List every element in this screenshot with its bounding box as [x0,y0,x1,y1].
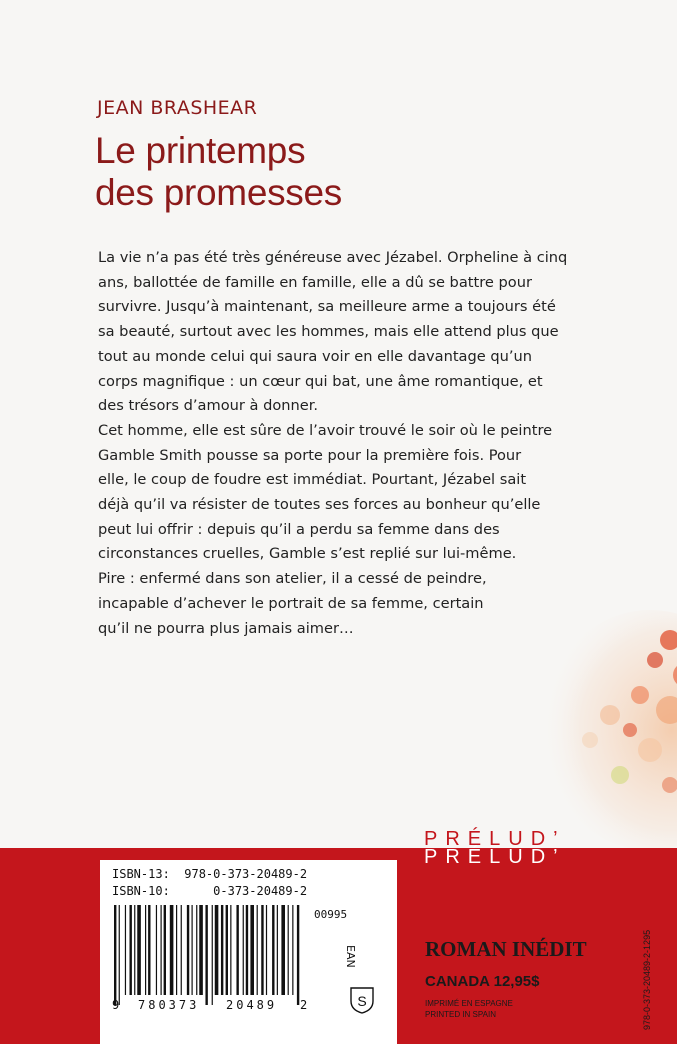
barcode-bar [176,905,177,995]
barcode-bar [212,905,213,1005]
barcode-bar [199,905,203,995]
barcode-bar [272,905,274,995]
barcode-bar [236,905,238,995]
printed-line: IMPRIMÉ EN ESPAGNE [425,999,513,1008]
barcode-bar [266,905,267,995]
barcode-bar [137,905,141,995]
barcode-digits-right: 20489 [226,998,278,1012]
barcode-bar [145,905,146,995]
barcode-bar [148,905,150,995]
barcode-bar [246,905,248,995]
blurb-line: Pire : enfermé dans son atelier, il a cessé de peindre, [98,570,487,588]
barcode-bar [277,905,278,995]
blurb-line: corps magnifique : un cœur qui bat, une âme romantique, et [98,372,543,390]
barcode-bar [134,905,135,995]
barcode-bar [181,905,182,995]
barcode-bar [215,905,219,995]
barcode-bar [161,905,162,995]
title-line: des promesses [95,172,342,213]
barcode-bar [226,905,228,995]
roman-inedit: ROMAN INÉDIT [425,937,587,961]
blurb-line: déjà qu’il va résister de toutes ses forces au bonheur qu’elle [98,496,541,514]
barcode-bar [192,905,193,995]
blurb-line: Cet homme, elle est sûre de l’avoir trouvé le soir où le peintre [98,421,553,439]
barcode-bar [292,905,293,995]
barcode-bar [187,905,189,995]
isbn13-value: 978-0-373-20489-2 [184,867,308,881]
shield-letter: S [357,993,367,1009]
barcode-digit-first: 9 [112,998,120,1012]
blurb-line: sa beauté, surtout avec les hommes, mais elle attend plus que [98,323,559,341]
barcode-bar [230,905,231,995]
barcode-bar [243,905,244,995]
isbn10-label: ISBN-10: [112,884,170,898]
barcode-bar [205,905,207,1005]
blurb-line: La vie n’a pas été très généreuse avec Jézabel. Orpheline à cinq [98,249,568,266]
barcode-bar [114,905,116,1005]
prelud-logo [424,830,566,866]
printed-line: PRINTED IN SPAIN [425,1010,496,1019]
blurb-line: circonstances cruelles, Gamble s’est replié sur lui-même. [98,545,517,563]
blurb-line: peut lui offrir : depuis qu’il a perdu sa femme dans des [98,520,500,538]
barcode-digits-left: 780373 [138,998,200,1012]
shield-icon [348,985,376,1015]
barcode-bar [221,905,223,995]
blurb-line: incapable d’achever le portrait de sa femme, certain [98,594,484,612]
blurb-line: tout au monde celui qui saura voir en elle davantage qu’un [98,347,533,365]
barcode-bar [281,905,285,995]
barcode-bar [164,905,166,995]
blurb-line: ans, ballottée de famille en famille, elle a dû se battre pour [98,273,532,291]
barcode-bar [130,905,132,995]
author-name: JEAN BRASHEAR [97,97,258,119]
blurb-text [98,246,628,641]
isbn-block [112,866,307,900]
barcode-bar [119,905,120,1005]
blurb-line: qu’il ne pourra plus jamais aimer… [98,619,354,637]
barcode-bar [196,905,197,995]
isbn10-value: 0-373-20489-2 [213,884,308,898]
barcode-bar [288,905,289,995]
barcode-digit-check: 2 [300,998,308,1012]
barcode-bar [261,905,263,995]
price-label: CANADA 12,95$ [425,973,540,990]
barcode-bar [297,905,299,1005]
blurb-line: Gamble Smith pousse sa porte pour la première fois. Pour [98,446,522,464]
logo-top: PRÉLUD’ [424,828,566,850]
logo-bottom: PRÉLUD’ [424,846,566,868]
book-title [95,130,342,214]
vertical-isbn: 978-0-373-20489-2-1295 [642,929,652,1030]
price-code: 00995 [314,908,348,921]
barcode-bar [170,905,174,995]
title-line: Le printemps [95,130,306,171]
barcode-bar [250,905,254,995]
isbn13-label: ISBN-13: [112,867,170,881]
ean-label: EAN [344,945,357,968]
blurb-line: survivre. Jusqu’à maintenant, sa meilleure arme a toujours été [98,298,556,316]
barcode-bar [125,905,126,995]
barcode-bar [257,905,258,995]
barcode-bar [156,905,157,995]
printed-in [425,998,513,1020]
blurb-line: elle, le coup de foudre est immédiat. Pourtant, Jézabel sait [98,471,527,489]
blurb-line: des trésors d’amour à donner. [98,397,319,415]
